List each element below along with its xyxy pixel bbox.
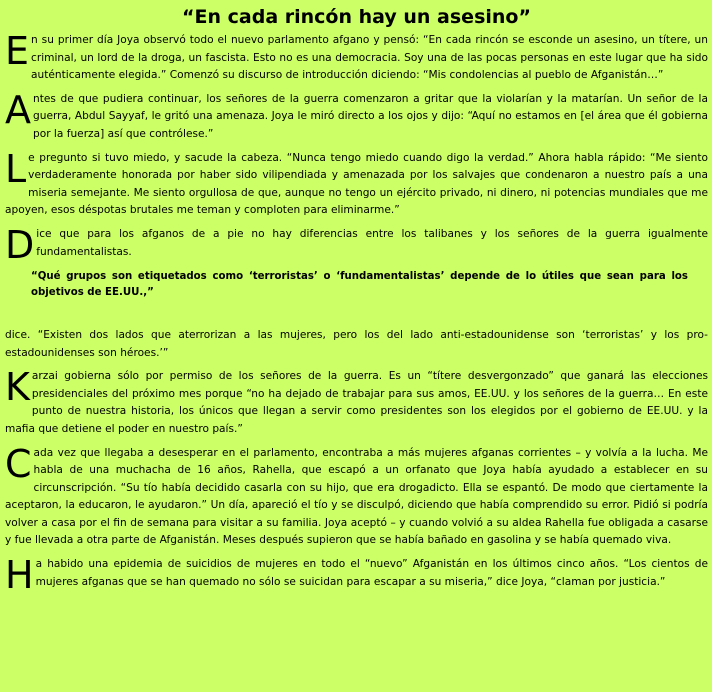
- paragraph-text: ntes de que pudiera continuar, los señores de la guerra comenzaron a gritar que la violarían y la matarían. Un señor de la guerra, Abdul Sayyaf, le gritó una amenaza. Joya le miró directo a los ojos y dijo: “Aquí no estamos en [el área que él gobierna por la fuerza] así que contrólese.”: [33, 92, 708, 140]
- continuation-paragraph: dice. “Existen dos lados que aterrorizan a las mujeres, pero los del lado anti-estadounidense son ‘terroristas’ y los pro-estadounidenses son héroes.’”: [5, 328, 708, 359]
- article: [5, 6, 708, 599]
- paragraph-text: n su primer día Joya observó todo el nuevo parlamento afgano y pensó: “En cada rincón se esconde un asesino, un títere, un criminal, un lord de la droga, un fascista. Esto no es una democracia. Soy una de las pocas personas en este lugar que ha sido auténticamente elegida.” Comenzó su discurso de introducción diciendo: “Mis condolencias al pueblo de Afganistán…”: [31, 34, 708, 82]
- paragraph: [5, 87, 708, 144]
- paragraph: [5, 222, 708, 267]
- drop-cap-initial: K: [5, 365, 30, 410]
- paragraph: [5, 29, 708, 85]
- article-title: “En cada rincón hay un asesino”: [182, 6, 531, 28]
- paragraph-text: ice que para los afganos de a pie no hay diferencias entre los talibanes y los señores de la guerra igualmente fundamentalistas.: [36, 227, 708, 258]
- paragraph-text: a habido una epidemia de suicidios de mujeres en todo el “nuevo” Afganistán en los últimos cinco años. “Los cientos de mujeres afganas que se han quemado no sólo se suicidan para escapar a su miseria,” dice Joya, “claman por justicia.”: [35, 558, 708, 588]
- drop-cap-initial: L: [5, 146, 27, 191]
- paragraph-text: arzai gobierna sólo por permiso de los señores de la guerra. Es un “títere desvergonzado” que ganará las elecciones presidenciales del próximo mes porque “no ha dejado de trabajar para sus amos, EE.UU. y los señores de la guerra… En este punto de nuestra historia, los únicos que llegan a servir como presidentes son los elegidos por el gobierno de EE.UU. y la mafia que detiene el poder en nuestro país.”: [5, 370, 708, 435]
- paragraph-text: e pregunto si tuvo miedo, y sacude la cabeza. “Nunca tengo miedo cuando digo la verdad.” Ahora habla rápido: “Me siento verdaderamente honorada por haber sido vilipendiada y amenazada por los salvajes que condenaron a nuestro país a una miseria semejante. Me siento orgullosa de que, aunque no tengo un ejército privado, ni dinero, ni potencias mundiales que me apoyen, esos déspotas brutales me teman y comploten para eliminarme.”: [5, 151, 708, 217]
- paragraph: [5, 553, 708, 598]
- paragraph: [5, 441, 708, 551]
- paragraph-text: ada vez que llegaba a desesperar en el parlamento, encontraba a más mujeres afganas corrientes – y volvía a la lucha. Me habla de una muchacha de 16 años, Rahella, que escapó a un orfanato que Joya había ayudado a establecer en su circunscripción. “Su tío había decidido casarla con su hijo, que era drogadicto. Ella se espantó. De modo que ciertamente la aceptaron, la educaron, le ayudaron.” Un día, apareció el tío y se disculpó, diciendo que había comprendido su error. Pidió si podría volver a casa por el fin de semana para visitar a su familia. Joya aceptó – y cuando volvió a su aldea Rahella fue obligada a casarse y fue llevada a otra parte de Afganistán. Meses después supieron que se había bañado en gasolina y se había quemado viva.: [5, 446, 708, 547]
- drop-cap-initial: E: [5, 29, 30, 73]
- drop-cap-initial: A: [5, 87, 31, 132]
- drop-cap-initial: C: [5, 441, 32, 486]
- drop-cap-initial: H: [5, 553, 34, 598]
- paragraph: [5, 365, 708, 438]
- paragraph: [5, 146, 708, 220]
- drop-cap-initial: D: [5, 222, 35, 267]
- pull-quote: “Qué grupos son etiquetados como ‘terroristas’ o ‘fundamentalistas’ depende de lo útiles que sean para los objetivos de EE.UU.,”: [31, 270, 688, 298]
